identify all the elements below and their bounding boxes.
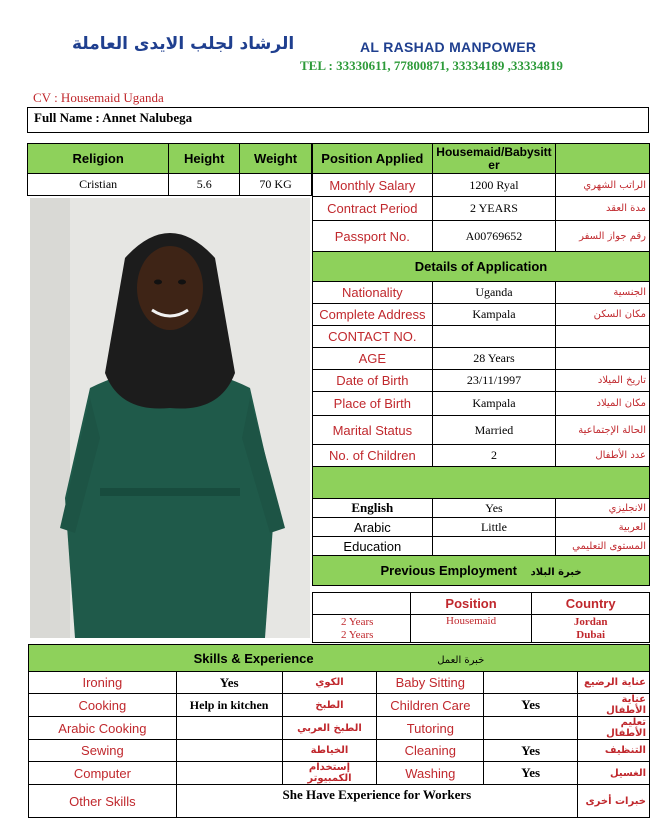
- skills-table: [28, 644, 650, 818]
- skill-tutoring-value: [484, 717, 578, 740]
- skill-arabic-cooking-value: [176, 717, 282, 740]
- nationality-ar: الجنسية: [556, 282, 650, 304]
- employment-title-ar: خبرة البلاد: [530, 567, 582, 578]
- candidate-photo: [30, 198, 310, 638]
- arabic-ar: العربية: [556, 518, 650, 537]
- marital-label: Marital Status: [313, 416, 433, 445]
- arabic-value: Little: [432, 518, 556, 537]
- passport-ar: رقم جواز السفر: [556, 221, 650, 252]
- company-name-arabic: الرشاد لجلب الايدى العاملة: [72, 34, 295, 54]
- skill-ironing-value: Yes: [176, 672, 282, 694]
- skill-babysitting-label: Baby Sitting: [377, 672, 484, 694]
- skill-washing-value: Yes: [484, 762, 578, 785]
- skills-title-en: Skills & Experience: [193, 650, 314, 666]
- contract-period-value: 2 YEARS: [432, 197, 556, 221]
- english-label: English: [313, 499, 433, 518]
- employment-countries: [532, 615, 650, 643]
- skills-title: [29, 645, 650, 672]
- position-applied-label: Position Applied: [313, 144, 433, 174]
- skill-computer-value: [176, 762, 282, 785]
- nationality-value: Uganda: [432, 282, 556, 304]
- skill-cooking-ar: الطبخ: [282, 694, 377, 717]
- weight-header: Weight: [240, 144, 312, 174]
- employment-title: [313, 556, 650, 586]
- address-label: Complete Address: [313, 304, 433, 326]
- skill-tutoring-ar: تعليم الأطفال: [578, 717, 650, 740]
- english-value: Yes: [432, 499, 556, 518]
- full-name: Full Name : Annet Nalubega: [27, 107, 649, 133]
- skill-tutoring-label: Tutoring: [377, 717, 484, 740]
- position-applied-value: Housemaid/Babysitter: [432, 144, 556, 174]
- application-table: [312, 143, 650, 586]
- employment-years-2: 2 Years: [341, 628, 374, 641]
- skill-computer-ar: إستخدام الكمبيوتر: [282, 762, 377, 785]
- age-ar: [556, 348, 650, 370]
- skill-babysitting-value: [484, 672, 578, 694]
- monthly-salary-label: Monthly Salary: [313, 174, 433, 197]
- skill-ironing-ar: الكوي: [282, 672, 377, 694]
- employment-title-en: Previous Employment: [380, 563, 518, 578]
- skill-childcare-label: Children Care: [377, 694, 484, 717]
- age-value: 28 Years: [432, 348, 556, 370]
- contact-label: CONTACT NO.: [313, 326, 433, 348]
- employment-country-1: Jordan: [573, 615, 608, 628]
- skill-computer-label: Computer: [29, 762, 177, 785]
- monthly-salary-value: 1200 Ryal: [432, 174, 556, 197]
- pob-ar: مكان الميلاد: [556, 392, 650, 416]
- education-value: [432, 537, 556, 556]
- nationality-label: Nationality: [313, 282, 433, 304]
- skill-arabic-cooking-ar: الطبخ العربي: [282, 717, 377, 740]
- employment-position-value: Housemaid: [410, 615, 532, 643]
- other-skills-value: She Have Experience for Workers: [176, 785, 577, 818]
- arabic-label: Arabic: [313, 518, 433, 537]
- passport-label: Passport No.: [313, 221, 433, 252]
- height-value: 5.6: [169, 174, 240, 196]
- marital-value: Married: [432, 416, 556, 445]
- employment-country-2: Dubai: [576, 628, 606, 641]
- details-title: Details of Application: [313, 252, 650, 282]
- children-value: 2: [432, 445, 556, 467]
- religion-value: Cristian: [28, 174, 169, 196]
- contract-period-ar: مدة العقد: [556, 197, 650, 221]
- employment-years: [313, 615, 411, 643]
- dob-ar: تاريخ الميلاد: [556, 370, 650, 392]
- employment-position-header: Position: [410, 593, 532, 615]
- skill-sewing-value: [176, 740, 282, 762]
- skill-cleaning-value: Yes: [484, 740, 578, 762]
- address-ar: مكان السكن: [556, 304, 650, 326]
- height-header: Height: [169, 144, 240, 174]
- skill-ironing-label: Ironing: [29, 672, 177, 694]
- skill-sewing-label: Sewing: [29, 740, 177, 762]
- skill-babysitting-ar: عناية الرضيع: [578, 672, 650, 694]
- skill-childcare-ar: عناية الأطفال: [578, 694, 650, 717]
- employment-table: [312, 592, 650, 643]
- skill-washing-ar: الغسيل: [578, 762, 650, 785]
- dob-value: 23/11/1997: [432, 370, 556, 392]
- contact-value: [432, 326, 556, 348]
- employment-country-header: Country: [532, 593, 650, 615]
- religion-header: Religion: [28, 144, 169, 174]
- skill-washing-label: Washing: [377, 762, 484, 785]
- age-label: AGE: [313, 348, 433, 370]
- pob-label: Place of Birth: [313, 392, 433, 416]
- skill-cleaning-ar: التنظيف: [578, 740, 650, 762]
- employment-years-1: 2 Years: [341, 615, 374, 628]
- contact-ar: [556, 326, 650, 348]
- contract-period-label: Contract Period: [313, 197, 433, 221]
- other-skills-label: Other Skills: [29, 785, 177, 818]
- basic-info-table: [27, 143, 312, 196]
- pob-value: Kampala: [432, 392, 556, 416]
- english-ar: الانجليزي: [556, 499, 650, 518]
- marital-ar: الحالة الإجتماعية: [556, 416, 650, 445]
- other-skills-ar: خبرات أخرى: [578, 785, 650, 818]
- passport-value: A00769652: [432, 221, 556, 252]
- children-ar: عدد الأطفال: [556, 445, 650, 467]
- monthly-salary-ar: الراتب الشهري: [556, 174, 650, 197]
- skill-childcare-value: Yes: [484, 694, 578, 717]
- company-name: AL RASHAD MANPOWER: [360, 39, 537, 55]
- cv-title: CV : Housemaid Uganda: [33, 90, 164, 105]
- skill-cooking-value: Help in kitchen: [176, 694, 282, 717]
- address-value: Kampala: [432, 304, 556, 326]
- skill-cleaning-label: Cleaning: [377, 740, 484, 762]
- blank-green-bar: [313, 467, 650, 499]
- children-label: No. of Children: [313, 445, 433, 467]
- education-ar: المستوى التعليمي: [556, 537, 650, 556]
- skill-arabic-cooking-label: Arabic Cooking: [29, 717, 177, 740]
- dob-label: Date of Birth: [313, 370, 433, 392]
- weight-value: 70 KG: [240, 174, 312, 196]
- skill-sewing-ar: الخياطة: [282, 740, 377, 762]
- education-label: Education: [313, 537, 433, 556]
- skills-title-ar: خبرة العمل: [437, 654, 485, 666]
- company-phones: TEL : 33330611, 77800871, 33334189 ,33334819: [300, 58, 563, 73]
- skill-cooking-label: Cooking: [29, 694, 177, 717]
